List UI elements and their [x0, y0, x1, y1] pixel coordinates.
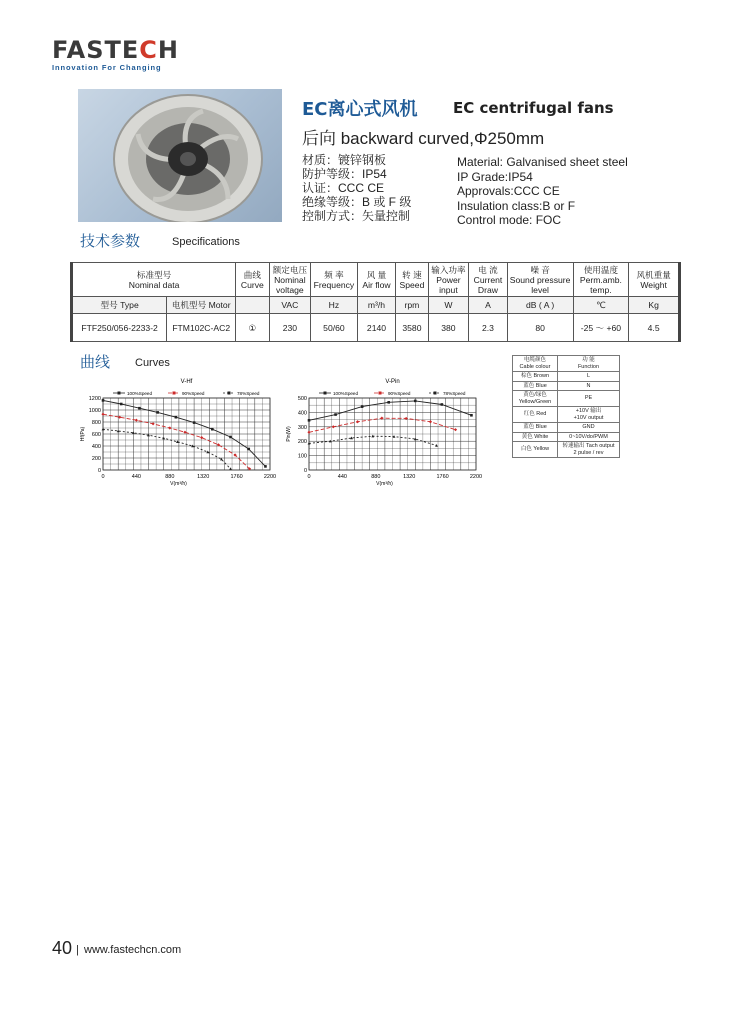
product-photo: [78, 89, 282, 222]
curves-heading-en: Curves: [135, 357, 170, 369]
legend-marker: [324, 392, 327, 395]
wire-function-cell: N: [558, 381, 620, 391]
wire-colour-cell: 黄色 White: [513, 432, 558, 442]
value-cell: 2.3: [469, 314, 508, 342]
chart-v-pin: [284, 375, 489, 497]
value-cell: 4.5: [629, 314, 680, 342]
wire-colour-cell: 蓝色 Blue: [513, 381, 558, 391]
wiring-row: [513, 423, 620, 433]
col-header: 输入功率 Power input: [428, 263, 469, 297]
wire-colour-cell: 黄色/绿色 Yellow/Green: [513, 391, 558, 407]
data-point: [229, 436, 232, 439]
x-tick-label: 1760: [436, 474, 449, 480]
x-axis-label: V(m³/h): [376, 481, 393, 487]
legend-label: 100%Speed: [127, 391, 153, 396]
x-tick-label: 1320: [403, 474, 416, 480]
spec-en-line: Material: Galvanised sheet steel: [457, 155, 628, 169]
value-cell: ①: [236, 314, 269, 342]
wire-function-cell: +10V 输出 +10V output: [558, 407, 620, 423]
x-tick-label: 1760: [230, 474, 243, 480]
spec-cn-line: 材质：镀锌钢板: [302, 153, 387, 167]
brand-logo: [52, 38, 179, 72]
curves-heading-cn: 曲线: [80, 353, 111, 371]
wiring-table: [512, 355, 620, 458]
value-cell: 80: [507, 314, 573, 342]
brand-logo-mark: C: [139, 36, 158, 64]
unit-cell: m³/h: [357, 297, 396, 314]
wiring-header: [513, 356, 620, 372]
col-header: 使用温度 Perm.amb. temp.: [573, 263, 629, 297]
col-header: 噪 音 Sound pressure level: [507, 263, 573, 297]
x-tick-label: 440: [131, 474, 141, 480]
spec-en-line: Approvals:CCC CE: [457, 184, 560, 198]
data-point: [264, 465, 267, 468]
motor-label: 电机型号 Motor: [167, 297, 236, 314]
x-tick-label: 1320: [197, 474, 210, 480]
spec-table-header: [72, 263, 680, 297]
value-cell: 3580: [396, 314, 428, 342]
data-point: [156, 411, 159, 414]
motor-cell: FTM102C-AC2: [167, 314, 236, 342]
type-cell: FTF250/056-2233-2: [72, 314, 167, 342]
unit-cell: Kg: [629, 297, 680, 314]
footer-url: www.fastechcn.com: [84, 944, 182, 956]
legend-label: 90%Speed: [182, 391, 205, 396]
y-tick-label: 0: [97, 468, 101, 474]
unit-cell: [236, 297, 269, 314]
legend-label: 100%Speed: [333, 391, 359, 396]
page-number: 40: [52, 938, 73, 958]
wiring-row: [513, 381, 620, 391]
data-point: [193, 421, 196, 424]
footer-separator: |: [76, 944, 79, 956]
data-point: [211, 428, 214, 431]
chart-title: V-Pin: [385, 379, 400, 385]
col-header: 风 量 Air flow: [357, 263, 396, 297]
col-header: 风机重量 Weight: [629, 263, 680, 297]
specs-heading-cn: 技术参数: [80, 232, 141, 250]
data-point: [441, 403, 444, 406]
wire-colour-cell: 红色 Red: [513, 407, 558, 423]
data-point: [334, 413, 337, 416]
value-cell: 230: [269, 314, 311, 342]
spec-en-line: IP Grade:IP54: [457, 169, 533, 184]
spec-table-units: [72, 297, 680, 314]
value-cell: 2140: [357, 314, 396, 342]
spec-cn-line: 绝缘等级：B 或 F 级: [302, 195, 412, 209]
wire-colour-cell: 蓝色 Blue: [513, 423, 558, 433]
table-row: [72, 314, 680, 342]
legend-marker: [434, 392, 437, 395]
unit-cell: VAC: [269, 297, 311, 314]
data-point: [120, 403, 123, 406]
product-subtitle: 后向 backward curved,Φ250mm: [302, 129, 545, 148]
y-tick-label: 1000: [88, 408, 101, 414]
x-tick-label: 880: [371, 474, 381, 480]
data-point: [102, 399, 105, 402]
y-tick-label: 0: [303, 468, 307, 474]
col-header: 额定电压 Nominal voltage: [269, 263, 311, 297]
x-tick-label: 2200: [263, 474, 277, 480]
data-point: [414, 400, 417, 403]
x-tick-label: 2200: [469, 474, 483, 480]
spec-cn-line: 防护等级：IP54: [302, 167, 387, 181]
specs-en-list: [457, 155, 628, 228]
y-tick-label: 400: [91, 444, 101, 450]
x-tick-label: 440: [337, 474, 347, 480]
unit-cell: dB ( A ): [507, 297, 573, 314]
unit-cell: rpm: [396, 297, 428, 314]
chart-v-hf: [78, 375, 283, 497]
wire-function-cell: PE: [558, 391, 620, 407]
chart-title: V-Hf: [180, 379, 193, 385]
nominal-header: 标准型号 Nominal data: [72, 263, 236, 297]
y-tick-label: 600: [91, 432, 101, 438]
data-point: [138, 407, 141, 410]
type-label: 型号 Type: [72, 297, 167, 314]
brand-name: FASTECH: [52, 36, 179, 64]
legend-marker: [173, 392, 176, 395]
wire-colour-cell: 电缆颜色 Cable colour: [513, 356, 558, 372]
y-tick-label: 200: [91, 456, 101, 462]
wire-function-cell: 转速输出 Tach output 2 pulse / rev: [558, 442, 620, 458]
legend-label: 78%Speed: [237, 391, 260, 396]
wire-function-cell: L: [558, 372, 620, 382]
wiring-row: [513, 391, 620, 407]
x-axis-label: V(m³/h): [170, 481, 187, 487]
value-cell: 380: [428, 314, 469, 342]
legend-marker: [379, 392, 382, 395]
spec-cn-line: 认证：CCC CE: [302, 181, 385, 195]
value-cell: 50/60: [311, 314, 358, 342]
wiring-row: [513, 372, 620, 382]
y-tick-label: 500: [297, 396, 307, 402]
legend-label: 90%Speed: [388, 391, 411, 396]
col-header: 电 流 Current Draw: [469, 263, 508, 297]
data-point: [361, 405, 364, 408]
spec-en-line: Control mode: FOC: [457, 213, 562, 227]
wire-function-cell: 功 能 Function: [558, 356, 620, 372]
data-point: [308, 419, 311, 422]
value-cell: -25 ～ +60: [573, 314, 629, 342]
unit-cell: A: [469, 297, 508, 314]
wire-colour-cell: 白色 Yellow: [513, 442, 558, 458]
wiring-row: [513, 407, 620, 423]
y-axis-label: Pin(W): [286, 426, 292, 442]
y-axis-label: Hf(Pa): [80, 426, 86, 442]
col-header: 曲线 Curve: [236, 263, 269, 297]
wiring-row: [513, 442, 620, 458]
wire-function-cell: GND: [558, 423, 620, 433]
product-title-cn: EC离心式风机: [302, 99, 418, 120]
brand-tagline: Innovation For Changing: [52, 63, 162, 72]
data-point: [175, 416, 178, 419]
wire-function-cell: 0~10V/do/PWM: [558, 432, 620, 442]
x-tick-label: 880: [165, 474, 175, 480]
wire-colour-cell: 棕色 Brown: [513, 372, 558, 382]
legend-marker: [228, 392, 231, 395]
x-tick-label: 0: [101, 474, 105, 480]
legend-label: 78%Speed: [443, 391, 466, 396]
unit-cell: W: [428, 297, 469, 314]
y-tick-label: 200: [297, 439, 307, 446]
data-point: [247, 448, 250, 451]
col-header: 转 速 Speed: [396, 263, 428, 297]
specs-cn-list: [302, 153, 411, 223]
specs-heading-en: Specifications: [172, 236, 240, 248]
product-title-en: EC centrifugal fans: [453, 99, 614, 117]
unit-cell: ℃: [573, 297, 629, 314]
y-tick-label: 400: [297, 410, 307, 417]
unit-cell: Hz: [311, 297, 358, 314]
y-tick-label: 100: [297, 453, 307, 460]
y-tick-label: 1200: [88, 396, 101, 402]
y-tick-label: 300: [297, 424, 307, 431]
y-tick-label: 800: [91, 420, 101, 426]
x-tick-label: 0: [307, 474, 311, 480]
data-point: [470, 414, 473, 417]
wiring-row: [513, 432, 620, 442]
data-point: [387, 401, 390, 404]
spec-en-line: Insulation class:B or F: [457, 198, 576, 213]
spec-table: [70, 262, 681, 342]
legend-marker: [118, 392, 121, 395]
col-header: 频 率 Frequency: [311, 263, 358, 297]
spec-cn-line: 控制方式：矢量控制: [302, 209, 411, 223]
